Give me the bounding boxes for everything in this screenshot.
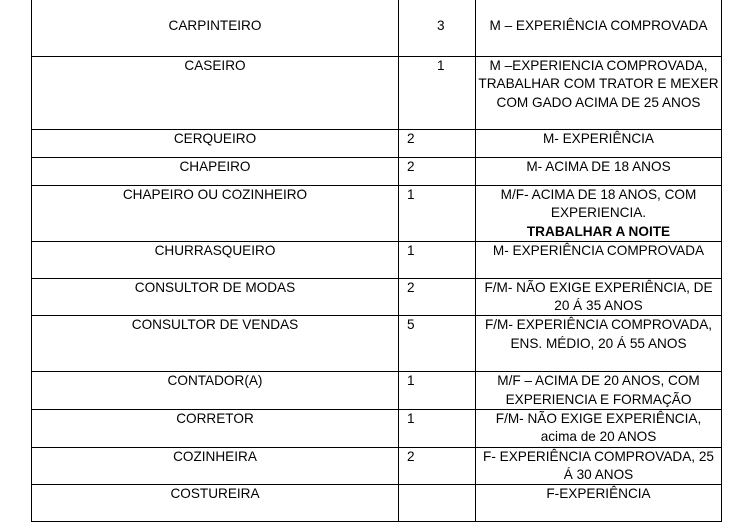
requirements-cell: F-EXPERIÊNCIA: [476, 485, 722, 522]
table-row: [32, 57, 722, 130]
vacancies-cell: 1: [399, 372, 476, 410]
job-title-cell: CORRETOR: [32, 410, 399, 448]
table-row: [32, 485, 722, 522]
requirements-cell: F/M- NÃO EXIGE EXPERIÊNCIA, acima de 20 ANOS: [476, 410, 722, 448]
table-row: [32, 278, 722, 316]
job-title-cell: CHAPEIRO: [32, 158, 399, 186]
job-title-cell: CHAPEIRO OU COZINHEIRO: [32, 186, 399, 242]
table-row: [32, 0, 722, 57]
vacancies-cell: 2: [399, 278, 476, 316]
job-title-cell: CHURRASQUEIRO: [32, 241, 399, 278]
table-row: [32, 158, 722, 186]
vacancies-cell: 1: [399, 57, 476, 130]
requirements-cell: F/M- NÃO EXIGE EXPERIÊNCIA, DE 20 Á 35 ANOS: [476, 278, 722, 316]
requirements-cell: M- ACIMA DE 18 ANOS: [476, 158, 722, 186]
job-title-cell: CONSULTOR DE VENDAS: [32, 316, 399, 372]
table-row: [32, 186, 722, 242]
table-row: [32, 241, 722, 278]
requirements-cell: M/F – ACIMA DE 20 ANOS, COM EXPERIENCIA E FORMAÇÃO: [476, 372, 722, 410]
vacancies-cell: 1: [399, 410, 476, 448]
requirements-cell: M- EXPERIÊNCIA COMPROVADA: [476, 241, 722, 278]
vacancies-cell: 2: [399, 447, 476, 485]
job-title-cell: COSTUREIRA: [32, 485, 399, 522]
vacancies-cell: [399, 485, 476, 522]
table-row: [32, 130, 722, 158]
vacancies-cell: 1: [399, 186, 476, 242]
job-title-cell: CONSULTOR DE MODAS: [32, 278, 399, 316]
vacancies-cell: 1: [399, 241, 476, 278]
vacancies-cell: 3: [399, 0, 476, 57]
vacancies-cell: 2: [399, 158, 476, 186]
table-row: [32, 447, 722, 485]
table-row: [32, 372, 722, 410]
job-title-cell: CARPINTEIRO: [32, 0, 399, 57]
table-row: [32, 316, 722, 372]
job-title-cell: CASEIRO: [32, 57, 399, 130]
requirements-cell: M –EXPERIENCIA COMPROVADA, TRABALHAR COM TRATOR E MEXER COM GADO ACIMA DE 25 ANOS: [476, 57, 722, 130]
job-title-cell: COZINHEIRA: [32, 447, 399, 485]
requirements-cell: M- EXPERIÊNCIA: [476, 130, 722, 158]
requirements-cell: M/F- ACIMA DE 18 ANOS, COM EXPERIENCIA. TRABALHAR A NOITE: [476, 186, 722, 242]
job-vacancies-table: [31, 0, 722, 522]
vacancies-cell: 2: [399, 130, 476, 158]
night-shift-note: TRABALHAR A NOITE: [526, 223, 671, 239]
requirements-cell: F- EXPERIÊNCIA COMPROVADA, 25 Á 30 ANOS: [476, 447, 722, 485]
requirements-cell: M – EXPERIÊNCIA COMPROVADA: [476, 0, 722, 57]
job-title-cell: CONTADOR(A): [32, 372, 399, 410]
requirements-cell: F/M- EXPERIÊNCIA COMPROVADA, ENS. MÉDIO, 20 Á 55 ANOS: [476, 316, 722, 372]
vacancies-cell: 5: [399, 316, 476, 372]
job-title-cell: CERQUEIRO: [32, 130, 399, 158]
table-row: [32, 410, 722, 448]
